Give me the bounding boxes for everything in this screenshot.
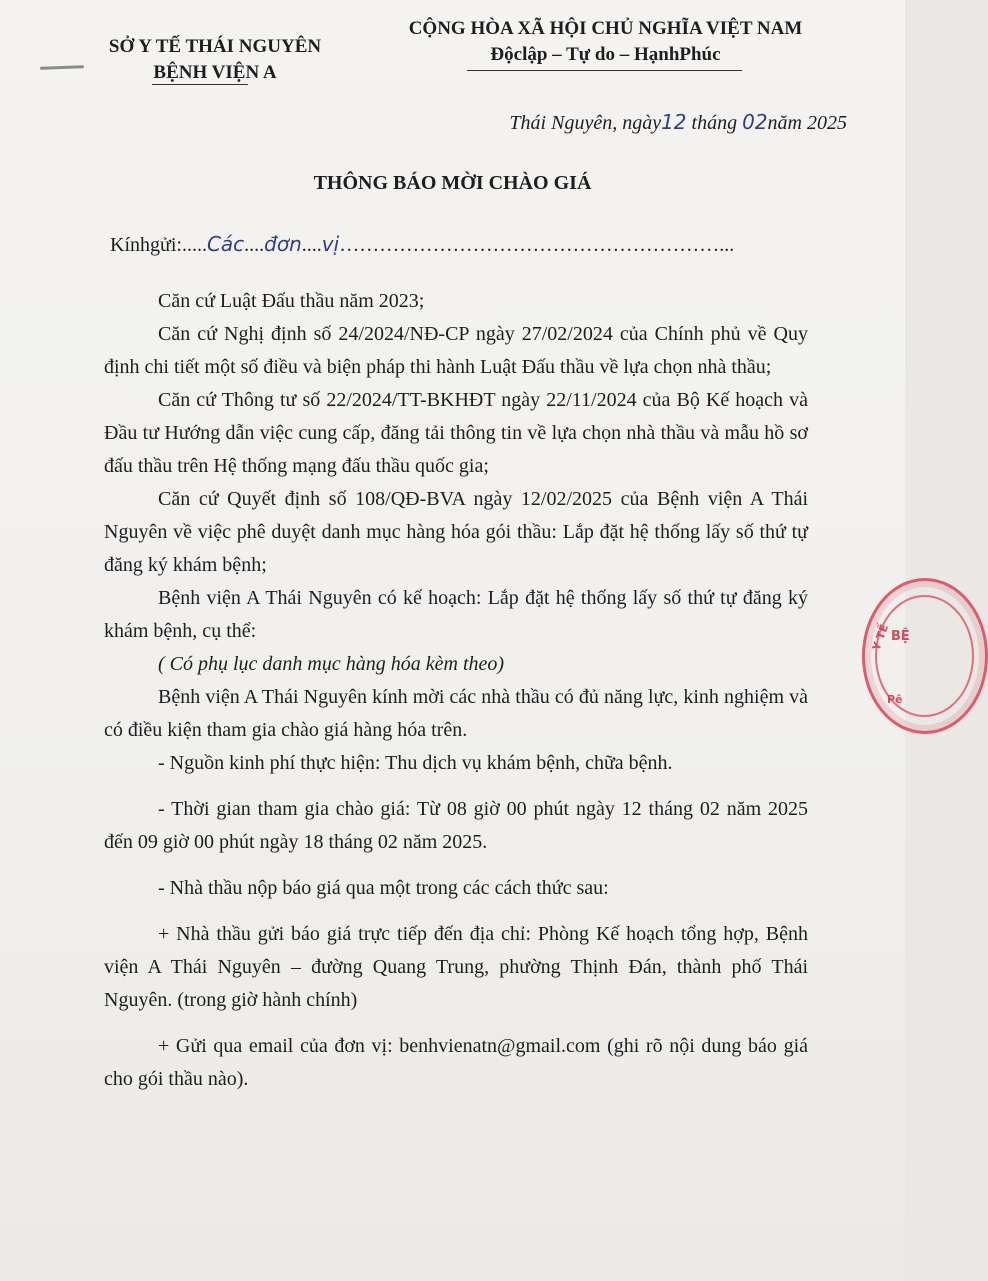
country-name: CỘNG HÒA XÃ HỘI CHỦ NGHĨA VIỆT NAM	[408, 18, 803, 39]
red-seal-stamp	[862, 578, 988, 734]
motto: Độclập – Tự do – HạnhPhúc	[490, 44, 721, 65]
margin-pen-mark	[40, 65, 84, 70]
issuing-agency-block	[100, 34, 330, 86]
paragraph-funding: - Nguồn kinh phí thực hiện: Thu dịch vụ khám bệnh, chữa bệnh.	[158, 752, 673, 774]
handwritten-recipient-2: đơn	[264, 232, 302, 256]
salutation-label: Kínhgửi:	[110, 234, 182, 256]
handwritten-month: 02	[742, 110, 768, 134]
parent-agency: SỞ Y TẾ THÁI NGUYÊN	[108, 36, 322, 57]
handwritten-recipient-3: vị	[321, 232, 340, 256]
paragraph-legal-basis-1: Căn cứ Luật Đấu thầu năm 2023;	[158, 290, 425, 312]
agency-underline	[152, 84, 248, 85]
seal-text-bottom: Pê	[887, 693, 903, 706]
document-date	[509, 110, 847, 135]
paragraph-appendix-note: ( Có phụ lục danh mục hàng hóa kèm theo)	[158, 653, 505, 675]
date-year: năm 2025	[767, 112, 847, 134]
paragraph-invitation: Bệnh viện A Thái Nguyên kính mời các nhà thầu có đủ năng lực, kinh nghiệm và có điều kiện tham gia chào giá hàng hóa trên.	[104, 686, 808, 741]
paragraph-submission-methods: - Nhà thầu nộp báo giá qua một trong các cách thức sau:	[158, 877, 609, 899]
hospital-name: BỆNH VIỆN A	[153, 62, 277, 83]
document-title: THÔNG BÁO MỜI CHÀO GIÁ	[313, 172, 592, 194]
date-month-label: tháng	[691, 112, 738, 134]
national-motto-block	[378, 16, 833, 68]
paragraph-legal-basis-4: Căn cứ Quyết định số 108/QĐ-BVA ngày 12/02/2025 của Bệnh viện A Thái Nguyên về việc phê duyệt danh mục hàng hóa gói thầu: Lắp đặt hệ thống lấy số thứ tự đăng ký khám bệnh;	[104, 488, 808, 576]
paragraph-submission-email: + Gửi qua email của đơn vị: benhvienatn@gmail.com (ghi rõ nội dung báo giá cho gói thầu nào).	[104, 1035, 808, 1090]
motto-underline	[467, 70, 742, 71]
document-body	[104, 285, 808, 1096]
paragraph-legal-basis-2: Căn cứ Nghị định số 24/2024/NĐ-CP ngày 27/02/2024 của Chính phủ về Quy định chi tiết một số điều và biện pháp thi hành Luật Đấu thầu về lựa chọn nhà thầu;	[104, 323, 808, 378]
paragraph-plan: Bệnh viện A Thái Nguyên có kế hoạch: Lắp đặt hệ thống lấy số thứ tự đăng ký khám bệnh, cụ thể:	[104, 587, 808, 642]
paragraph-submission-direct: + Nhà thầu gửi báo giá trực tiếp đến địa chỉ: Phòng Kế hoạch tổng hợp, Bệnh viện A Thái Nguyên – đường Quang Trung, phường Thịnh Đán, thành phố Thái Nguyên. (trong giờ hành chính)	[104, 923, 808, 1011]
handwritten-recipient-1: Các	[206, 232, 245, 256]
salutation-dots: .....	[181, 234, 207, 256]
salutation-dots: ....	[244, 234, 265, 256]
salutation-line	[110, 232, 734, 257]
paragraph-legal-basis-3: Căn cứ Thông tư số 22/2024/TT-BKHĐT ngày 22/11/2024 của Bộ Kế hoạch và Đầu tư Hướng dẫn việc cung cấp, đăng tải thông tin về lựa chọn nhà thầu và mẫu hồ sơ đấu thầu trên Hệ thống mạng đấu thầu quốc gia;	[104, 389, 808, 477]
seal-text-top: BỆ	[891, 629, 910, 644]
salutation-dots: ....	[301, 234, 322, 256]
salutation-dots-tail: …………………………………………………...	[339, 234, 735, 256]
paragraph-time: - Thời gian tham gia chào giá: Từ 08 giờ 00 phút ngày 12 tháng 02 năm 2025 đến 09 giờ 00 phút ngày 18 tháng 02 năm 2025.	[104, 798, 808, 853]
handwritten-day: 12	[661, 110, 687, 134]
seal-text-side: Y TẾ	[869, 622, 892, 653]
date-place: Thái Nguyên, ngày	[509, 112, 662, 134]
